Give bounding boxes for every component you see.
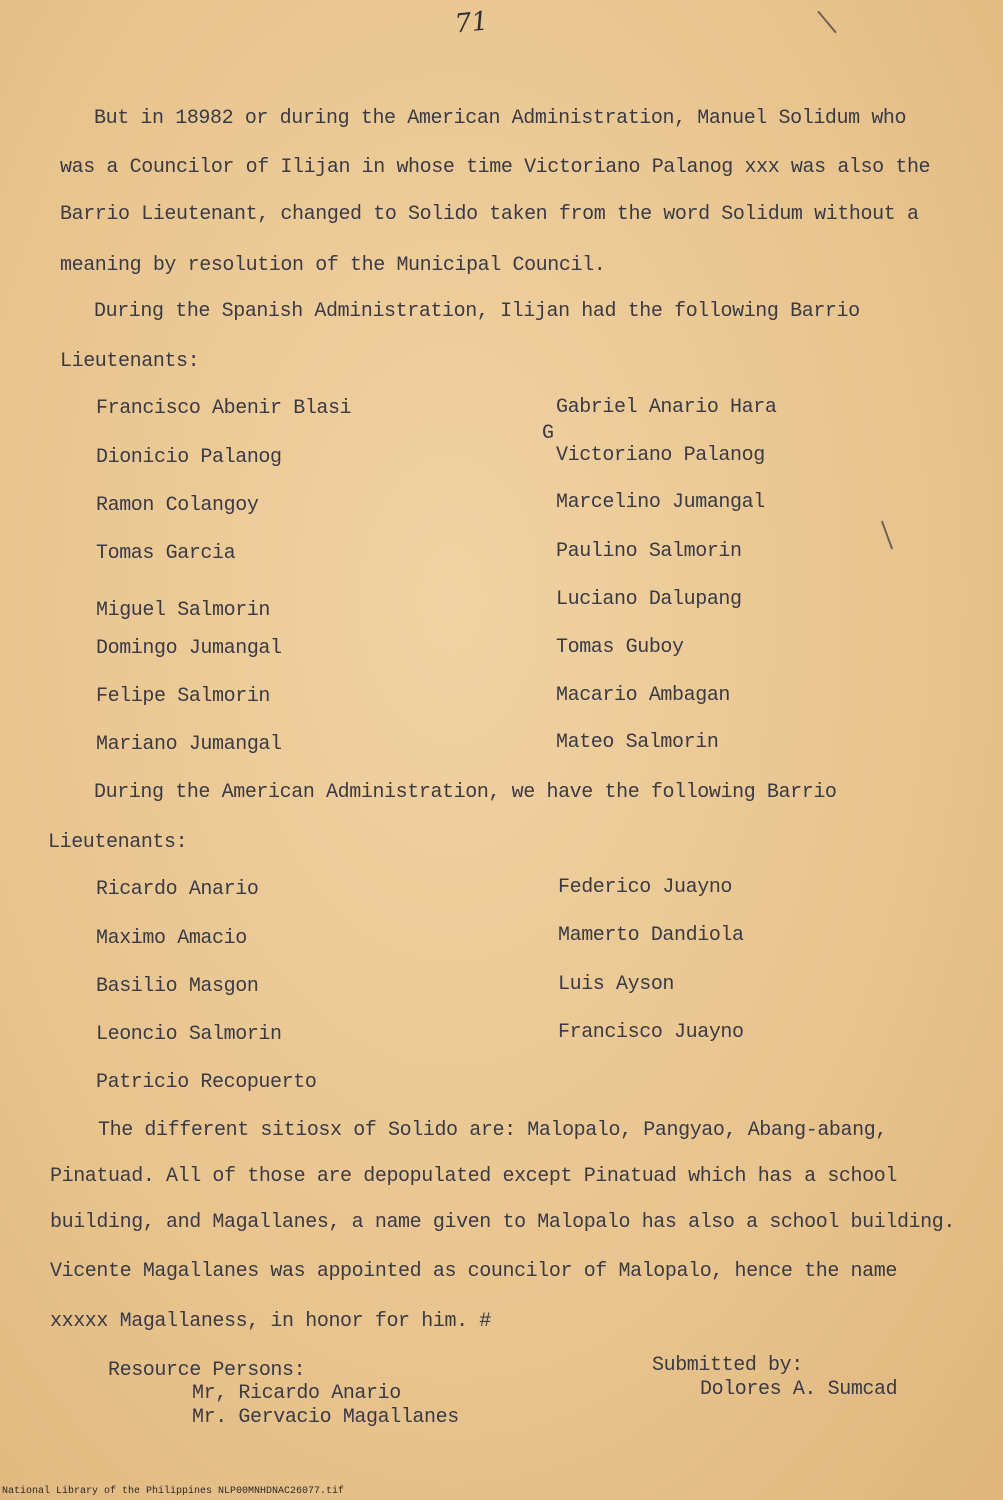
spanish-lieutenant-right: Gabriel Anario Hara — [556, 396, 777, 419]
american-lieutenant-left: Basilio Masgon — [96, 975, 259, 998]
sitios-line: The different sitiosx of Solido are: Malopalo, Pangyao, Abang-abang, — [98, 1119, 887, 1142]
american-intro-line: During the American Administration, we have the following Barrio — [94, 781, 837, 804]
paragraph1-line: meaning by resolution of the Municipal Council. — [60, 254, 606, 277]
resource-heading: Resource Persons: — [108, 1359, 306, 1382]
paragraph1-line: But in 18982 or during the American Administration, Manuel Solidum who — [94, 107, 907, 130]
page-number: 71 — [453, 6, 490, 40]
stray-letter: G — [542, 422, 554, 445]
american-lieutenant-right: Federico Juayno — [558, 876, 733, 899]
spanish-lieutenant-left: Dionicio Palanog — [96, 446, 282, 469]
spanish-lieutenant-right: Marcelino Jumangal — [556, 491, 765, 514]
resource-person: Mr. Gervacio Magallanes — [192, 1406, 459, 1429]
spanish-intro-line: Lieutenants: — [60, 350, 200, 373]
spanish-lieutenant-left: Mariano Jumangal — [96, 733, 282, 756]
sitios-line: Pinatuad. All of those are depopulated except Pinatuad which has a school — [50, 1165, 897, 1188]
spanish-lieutenant-left: Miguel Salmorin — [96, 599, 271, 622]
scan-footer: National Library of the Philippines NLP00MNHDNAC26077.tif — [2, 1486, 345, 1497]
american-lieutenant-left: Ricardo Anario — [96, 878, 259, 901]
submitted-name: Dolores A. Sumcad — [700, 1378, 898, 1401]
submitted-heading: Submitted by: — [652, 1354, 803, 1377]
spanish-lieutenant-left: Felipe Salmorin — [96, 685, 271, 708]
spanish-intro-line: During the Spanish Administration, Ilijan had the following Barrio — [94, 300, 860, 323]
spanish-lieutenant-left: Ramon Colangoy — [96, 494, 259, 517]
spanish-lieutenant-right: Victoriano Palanog — [556, 444, 765, 467]
american-lieutenant-left: Maximo Amacio — [96, 927, 247, 950]
spanish-lieutenant-right: Luciano Dalupang — [556, 588, 742, 611]
spanish-lieutenant-left: Francisco Abenir Blasi — [96, 397, 352, 420]
american-lieutenant-right: Luis Ayson — [558, 973, 675, 996]
spanish-lieutenant-left: Domingo Jumangal — [96, 637, 282, 660]
sitios-line: building, and Magallanes, a name given to Malopalo has also a school building. — [50, 1211, 955, 1234]
american-intro-line: Lieutenants: — [48, 831, 188, 854]
spanish-lieutenant-left: Tomas Garcia — [96, 542, 236, 565]
american-lieutenant-left: Patricio Recopuerto — [96, 1071, 317, 1094]
spanish-lieutenant-right: Macario Ambagan — [556, 684, 731, 707]
american-lieutenant-right: Francisco Juayno — [558, 1021, 744, 1044]
paragraph1-line: Barrio Lieutenant, changed to Solido taken from the word Solidum without a — [60, 203, 919, 226]
resource-person: Mr, Ricardo Anario — [192, 1382, 401, 1405]
spanish-lieutenant-right: Tomas Guboy — [556, 636, 684, 659]
american-lieutenant-right: Mamerto Dandiola — [558, 924, 744, 947]
spanish-lieutenant-right: Mateo Salmorin — [556, 731, 719, 754]
paragraph1-line: was a Councilor of Ilijan in whose time Victoriano Palanog xxx was also the — [60, 156, 931, 179]
spanish-lieutenant-right: Paulino Salmorin — [556, 540, 742, 563]
american-lieutenant-left: Leoncio Salmorin — [96, 1023, 282, 1046]
sitios-line: Vicente Magallanes was appointed as councilor of Malopalo, hence the name — [50, 1260, 897, 1283]
sitios-line: xxxxx Magallaness, in honor for him. # — [50, 1310, 491, 1333]
